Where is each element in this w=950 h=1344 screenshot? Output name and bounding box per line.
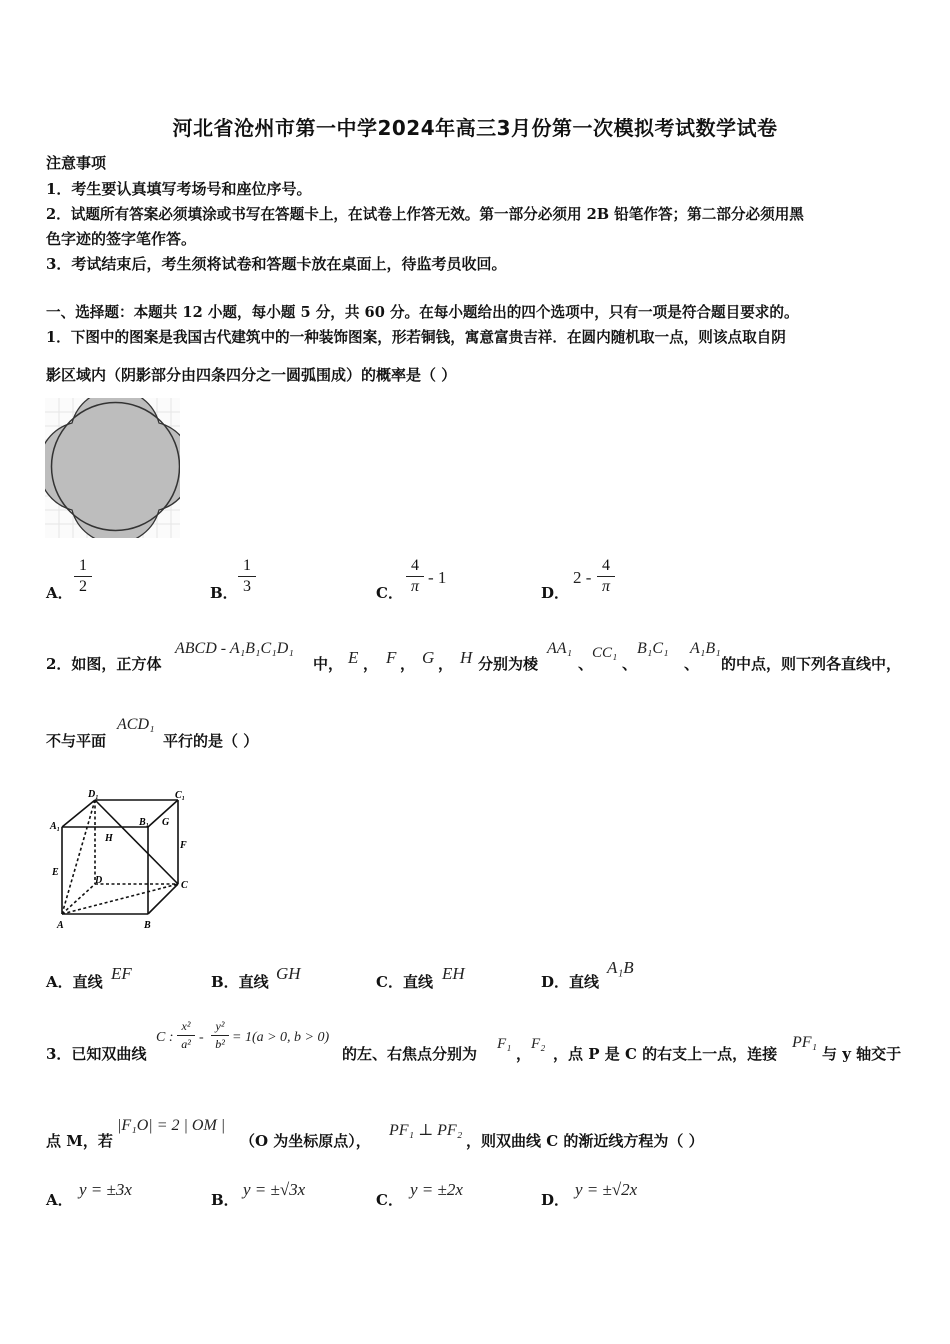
q3-math-perp: PF₁ ⊥ PF₂ [389, 1122, 463, 1139]
cube-label-e: E [52, 867, 59, 878]
cube-label-a: A [57, 920, 64, 931]
fraction-bar [211, 1035, 229, 1036]
q1-option-c-fraction [406, 557, 424, 596]
page-title: 河北省沧州市第一中学2024年高三3月份第一次模拟考试数学试卷 [172, 116, 778, 140]
q1-option-b-denominator: 3 [243, 578, 251, 595]
q3-math-frac-y [211, 1019, 229, 1052]
fraction-bar [238, 576, 256, 577]
q2-option-a: A．直线 [46, 973, 103, 991]
cube-label-c1: C₁ [175, 790, 186, 801]
q2-sep: 、 [578, 655, 594, 673]
fraction-bar [177, 1035, 195, 1036]
q2-comma: ， [438, 655, 454, 673]
fraction-bar [74, 576, 92, 577]
cube-label-f: F [180, 840, 187, 851]
q3-math-tail: = 1(a > 0, b > 0) [232, 1030, 330, 1045]
q3-math-frac-x [177, 1019, 195, 1052]
cube-label-c: C [181, 880, 188, 891]
q3-text-6: （O 为坐标原点）， [240, 1132, 371, 1150]
q2-option-d-math: A₁B [607, 958, 634, 977]
q3-math-minus: - [199, 1030, 204, 1045]
notice-item-1: 1．考生要认真填写考场号和座位序号。 [46, 180, 312, 198]
notice-heading: 注意事项 [46, 154, 107, 172]
q2-comma: ， [400, 655, 416, 673]
q3-option-a-math: y = ±3x [79, 1180, 132, 1199]
q3-text-1: 3．已知双曲线 [46, 1045, 147, 1063]
cube-label-b: B [144, 920, 151, 931]
cube-label-b1: B₁ [139, 817, 150, 828]
q2-text-5: 不与平面 [46, 732, 107, 750]
cube-label-a1: A₁ [50, 821, 61, 832]
cube-label-h: H [105, 833, 113, 844]
q1-option-d-label: D． [541, 584, 570, 602]
q3-math-c: C : [156, 1030, 174, 1045]
q3-text-4: 与 y 轴交于 [822, 1045, 902, 1063]
q1-option-d-head: 2 - [573, 568, 592, 587]
q3-math-f1: F₁ [497, 1036, 512, 1052]
q1-option-c-denominator: π [410, 578, 419, 595]
q1-line2: 影区域内（阴影部分由四条四分之一圆弧围成）的概率是（ ） [46, 366, 457, 384]
cube-label-g: G [162, 817, 170, 828]
q2-option-d: D．直线 [541, 973, 600, 991]
q3-text-7: ，则双曲线 C 的渐近线方程为（ ） [466, 1132, 704, 1150]
q2-math-acd1: ACD₁ [117, 716, 155, 733]
q3-math-frac-y-den: b² [215, 1037, 225, 1051]
notice-item-3: 3．考试结束后，考生须将试卷和答题卡放在桌面上，待监考员收回。 [46, 255, 507, 273]
q2-math-h: H [460, 648, 473, 667]
q1-option-c-numerator: 4 [411, 557, 419, 574]
q3-math-pf1: PF₁ [792, 1034, 818, 1051]
q3-text-3: ，点 P 是 C 的右支上一点，连接 [553, 1045, 778, 1063]
q3-math-frac-y-num: y² [215, 1019, 225, 1033]
notice-item-2-line2: 色字迹的签字笔作答。 [46, 230, 197, 248]
q1-option-b-fraction [238, 557, 256, 596]
q1-option-d-numerator: 4 [602, 557, 610, 574]
q3-math-condition: |F₁O| = 2 | OM | [117, 1117, 226, 1134]
q1-option-a-numerator: 1 [79, 557, 87, 574]
q2-math-cube: ABCD - A₁B₁C₁D₁ [175, 640, 294, 657]
q2-text-2: 中， [313, 655, 344, 673]
notice-item-2-line1: 2．试题所有答案必须填涂或书写在答题卡上，在试卷上作答无效。第一部分必须用 2B 铅笔作答；第二部分必须用黑 [46, 206, 804, 223]
q3-comma: ， [516, 1045, 532, 1063]
q2-option-b-math: GH [276, 964, 301, 983]
q3-math-f2: F₂ [531, 1036, 546, 1052]
q2-math-cc1: CC₁ [592, 645, 618, 661]
q2-text-6: 平行的是（ ） [163, 732, 259, 750]
q1-option-b-numerator: 1 [243, 557, 251, 574]
q3-option-d-label: D． [541, 1191, 570, 1209]
coin-pattern-figure [45, 398, 180, 538]
q2-option-a-math: EF [111, 964, 132, 983]
fraction-bar [597, 576, 615, 577]
q1-option-b-label: B． [210, 584, 238, 602]
q2-math-a1b1: A₁B₁ [690, 640, 721, 657]
q1-option-c-label: C． [376, 584, 403, 602]
cube-label-d: D [95, 875, 103, 886]
q2-option-c: C．直线 [376, 973, 433, 991]
q3-math-frac-x-den: a² [181, 1037, 191, 1051]
q3-option-c-label: C． [376, 1191, 403, 1209]
cube-figure [48, 784, 198, 934]
q3-option-b-label: B． [211, 1191, 239, 1209]
q3-option-a-label: A． [46, 1191, 73, 1209]
cube-label-d1: D₁ [88, 789, 99, 800]
q2-comma: ， [363, 655, 379, 673]
q1-option-a-fraction [74, 557, 92, 596]
q2-text-1: 2．如图，正方体 [46, 655, 162, 673]
q2-math-f: F [386, 648, 397, 667]
q3-math-frac-x-num: x² [181, 1019, 191, 1033]
q2-text-3: 分别为棱 [478, 655, 539, 673]
q2-text-4: 的中点，则下列各直线中， [721, 655, 902, 673]
q2-math-g: G [422, 648, 435, 667]
q1-option-d-fraction [597, 557, 615, 596]
q1-option-c-tail: - 1 [428, 568, 447, 587]
q2-math-e: E [348, 648, 359, 667]
q1-option-d-denominator: π [601, 578, 610, 595]
q3-text-5: 点 M，若 [46, 1132, 113, 1150]
q2-math-b1c1: B₁C₁ [637, 640, 669, 657]
q2-sep: 、 [622, 655, 638, 673]
q1-option-a-label: A． [46, 584, 73, 602]
q3-option-b-math: y = ±√3x [243, 1180, 306, 1199]
q2-sep: 、 [684, 655, 700, 673]
q1-line1: 1．下图中的图案是我国古代建筑中的一种装饰图案，形若铜钱，寓意富贵吉祥．在圆内随机取一点，则该点取自阴 [46, 329, 786, 346]
fraction-bar [406, 576, 424, 577]
q3-option-c-math: y = ±2x [410, 1180, 463, 1199]
q2-math-aa1: AA₁ [547, 640, 573, 657]
q1-option-a-denominator: 2 [79, 578, 87, 595]
q3-option-d-math: y = ±√2x [575, 1180, 638, 1199]
section-heading: 一、选择题：本题共 12 小题，每小题 5 分，共 60 分。在每小题给出的四个选项中，只有一项是符合题目要求的。 [46, 304, 799, 321]
q3-text-2: 的左、右焦点分别为 [342, 1045, 478, 1063]
q2-option-c-math: EH [442, 964, 465, 983]
q2-option-b: B．直线 [211, 973, 269, 991]
